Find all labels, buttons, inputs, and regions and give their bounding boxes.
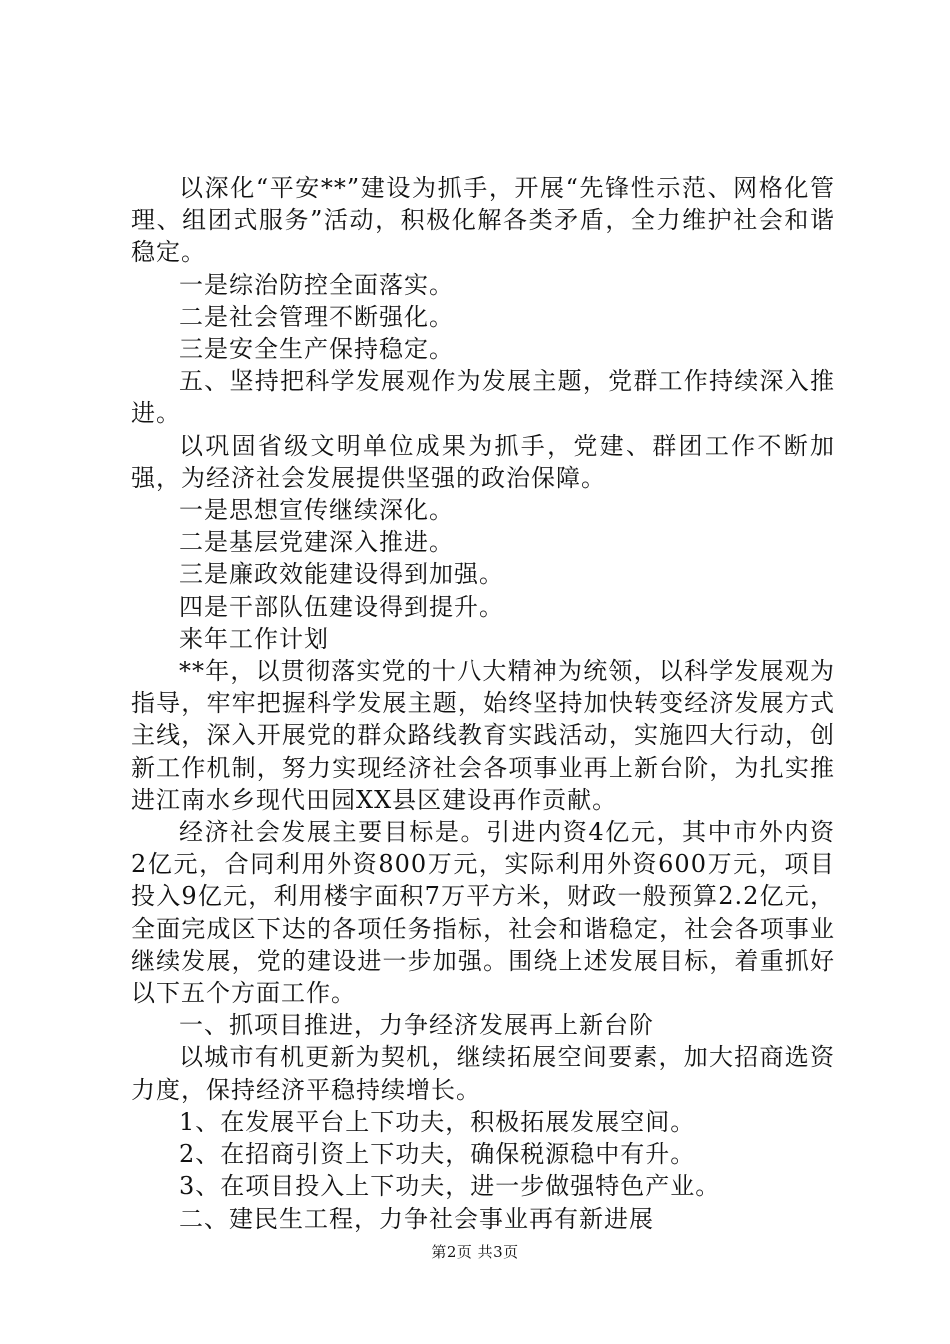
paragraph: 二是基层党建深入推进。: [179, 528, 454, 557]
paragraph: 以城市有机更新为契机，继续拓展空间要素，加大招商选资力度，保持经济平稳持续增长。: [131, 1043, 835, 1104]
section-heading: 二、建民生工程，力争社会事业再有新进展: [179, 1204, 654, 1233]
paragraph: **年，以贯彻落实党的十八大精神为统领，以科学发展观为指导，牢牢把握科学发展主题，始终坚持加快转变经济发展方式主线，深入开展党的群众路线教育实践活动，实施四大行动，创新工作机制，努力实现经济社会各项事业再上新台阶，为扎实推进江南水乡现代田园XX县区建设再作贡献。: [131, 657, 835, 814]
section-heading: 一、抓项目推进，力争经济发展再上新台阶: [179, 1011, 654, 1040]
paragraph: 经济社会发展主要目标是。引进内资4亿元，其中市外内资2亿元，合同利用外资800万元，实际利用外资600万元，项目投入9亿元，利用楼宇面积7万平方米，财政一般预算2.2亿元，全面完成区下达的各项任务指标，社会和谐稳定，社会各项事业继续发展，党的建设进一步加强。围绕上述发展目标，着重抓好以下五个方面工作。: [131, 818, 835, 1008]
paragraph: 三是安全生产保持稳定。: [179, 335, 454, 364]
paragraph: 以深化“平安**”建设为抓手，开展“先锋性示范、网格化管理、组团式服务”活动，积极化解各类矛盾，全力维护社会和谐稳定。: [131, 174, 835, 267]
list-item: 1、在发展平台上下功夫，积极拓展发展空间。: [179, 1107, 696, 1136]
list-item: 3、在项目投入上下功夫，进一步做强特色产业。: [179, 1172, 721, 1201]
paragraph: 以巩固省级文明单位成果为抓手，党建、群团工作不断加强，为经济社会发展提供坚强的政治保障。: [131, 431, 835, 492]
paragraph: 一是思想宣传继续深化。: [179, 496, 454, 525]
section-heading: 五、坚持把科学发展观作为发展主题，党群工作持续深入推进。: [131, 367, 835, 428]
paragraph: 四是干部队伍建设得到提升。: [179, 592, 504, 621]
section-heading: 来年工作计划: [179, 624, 329, 653]
page-footer: 第2页 共3页: [431, 1243, 519, 1261]
paragraph: 一是综治防控全面落实。: [179, 270, 454, 299]
document-body: [131, 172, 835, 1235]
paragraph: 二是社会管理不断强化。: [179, 302, 454, 331]
list-item: 2、在招商引资上下功夫，确保税源稳中有升。: [179, 1140, 696, 1169]
paragraph: 三是廉政效能建设得到加强。: [179, 560, 504, 589]
